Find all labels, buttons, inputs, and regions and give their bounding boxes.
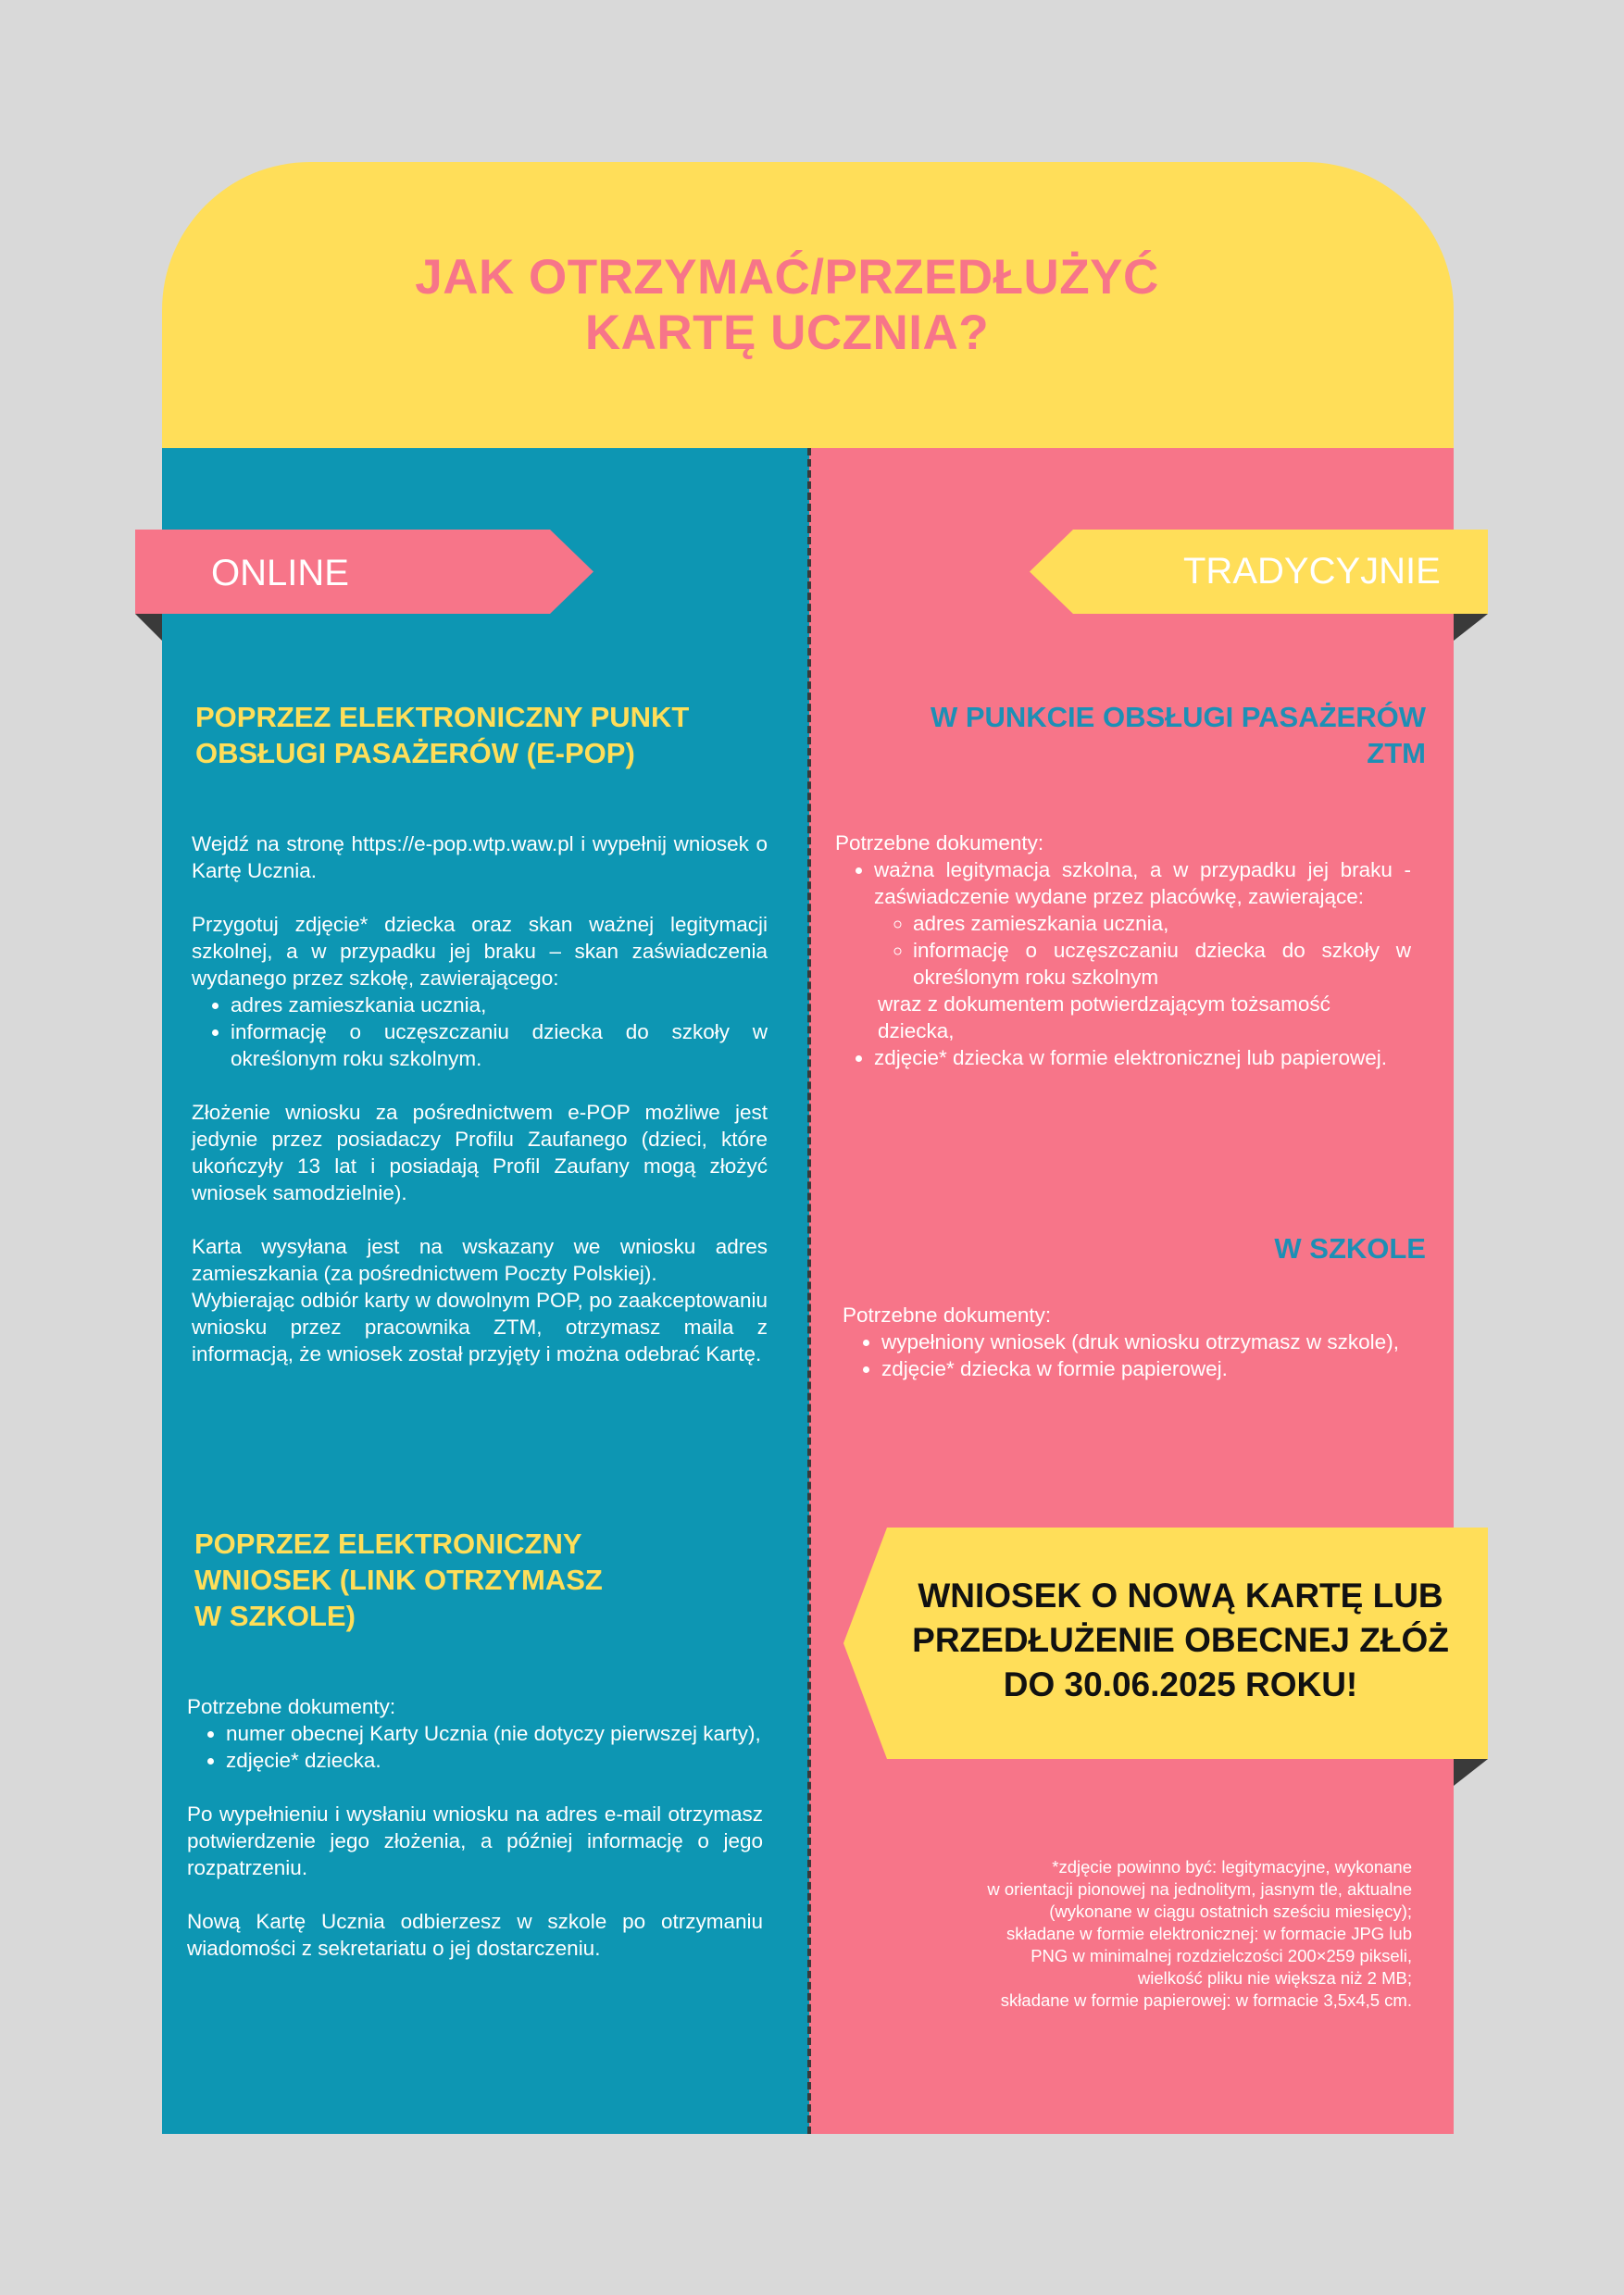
school-docs-label: Potrzebne dokumenty:	[843, 1303, 1052, 1327]
list-item: • wypełniony wniosek (druk wniosku otrzymasz w szkole),	[881, 1328, 1418, 1355]
school-bullet-list	[843, 1328, 1418, 1382]
list-item: ◦ adres zamieszkania ucznia,	[913, 910, 1411, 937]
column-divider	[807, 448, 811, 2134]
epop-paragraph-5: Wybierając odbiór karty w dowolnym POP, po zaakceptowaniu wniosku przez pracownika ZTM, otrzymasz maila z informacją, że wniosek został przyjęty i można odebrać Kartę.	[192, 1289, 768, 1366]
eform-heading	[194, 1526, 787, 1634]
epop-heading	[195, 699, 788, 771]
eform-body	[187, 1693, 763, 1962]
footnote-line: *zdjęcie powinno być: legitymacyjne, wykonane	[1052, 1857, 1412, 1877]
ztm-body	[835, 829, 1411, 1071]
epop-paragraph-1: Wejdź na stronę https://e-pop.wtp.waw.pl i wypełnij wniosek o Kartę Ucznia.	[192, 832, 768, 882]
ztm-heading	[833, 699, 1426, 771]
footnote-line: (wykonane w ciągu ostatnich sześciu miesięcy);	[1049, 1902, 1412, 1921]
deadline-line-3: DO 30.06.2025 ROKU!	[1003, 1665, 1358, 1703]
ztm-docs-label: Potrzebne dokumenty:	[835, 831, 1044, 854]
online-tab-fold	[135, 614, 162, 641]
ztm-heading-line-1: W PUNKCIE OBSŁUGI PASAŻERÓW	[930, 701, 1426, 733]
ztm-after-sub: wraz z dokumentem potwierdzającym tożsamość dziecka,	[878, 992, 1330, 1042]
title-line-2: KARTĘ UCZNIA?	[584, 306, 990, 360]
epop-bullet-list	[192, 992, 768, 1072]
school-heading: W SZKOLE	[1274, 1232, 1426, 1265]
deadline-line-1: WNIOSEK O NOWĄ KARTĘ LUB	[918, 1577, 1443, 1615]
ztm-sub-list	[874, 910, 1411, 991]
footnote-line: wielkość pliku nie większa niż 2 MB;	[1137, 1968, 1412, 1988]
eform-bullet-list	[187, 1720, 763, 1774]
deadline-line-2: PRZEDŁUŻENIE OBECNEJ ZŁÓŻ	[912, 1621, 1449, 1659]
footnote-line: składane w formie papierowej: w formacie 3,5x4,5 cm.	[1000, 1990, 1412, 2010]
online-tab-label: ONLINE	[211, 553, 349, 593]
online-tab	[135, 530, 593, 614]
eform-docs-label: Potrzebne dokumenty:	[187, 1695, 396, 1718]
footnote-line: w orientacji pionowej na jednolitym, jasnym tle, aktualne	[987, 1879, 1412, 1899]
list-item: • zdjęcie* dziecka.	[226, 1747, 763, 1774]
eform-heading-line-1: POPRZEZ ELEKTRONICZNY	[194, 1528, 582, 1560]
epop-paragraph-4: Karta wysyłana jest na wskazany we wniosku adres zamieszkania (za pośrednictwem Poczty Polskiej).	[192, 1235, 768, 1285]
deadline-text	[880, 1574, 1481, 1707]
eform-paragraph-2: Nową Kartę Ucznia odbierzesz w szkole po otrzymaniu wiadomości z sekretariatu o jej dostarczeniu.	[187, 1910, 763, 1960]
traditional-tab-label: TRADYCYJNIE	[1183, 551, 1441, 592]
list-item: • numer obecnej Karty Ucznia (nie dotyczy pierwszej karty),	[226, 1720, 763, 1747]
school-body	[843, 1302, 1418, 1382]
ztm-bullet-1: ważna legitymacja szkolna, a w przypadku jej braku - zaświadczenie wydane przez placówkę, zawierające:	[874, 858, 1411, 908]
eform-paragraph-1: Po wypełnieniu i wysłaniu wniosku na adres e-mail otrzymasz potwierdzenie jego złożenia, a później informację o jego rozpatrzeniu.	[187, 1802, 763, 1879]
title-line-1: JAK OTRZYMAĆ/PRZEDŁUŻYĆ	[415, 250, 1159, 305]
list-item: • informację o uczęszczaniu dziecka do szkoły w określonym roku szkolnym.	[231, 1018, 768, 1072]
list-item	[874, 856, 1411, 1044]
epop-paragraph-3: Złożenie wniosku za pośrednictwem e-POP możliwe jest jedynie przez posiadaczy Profilu Zaufanego (dzieci, które ukończyły 13 lat i posiadają Profil Zaufany mogą złożyć wniosek samodzielnie).	[192, 1101, 768, 1204]
page-title	[185, 250, 1389, 361]
list-item: ◦ informację o uczęszczaniu dziecka do szkoły w określonym roku szkolnym	[913, 937, 1411, 991]
photo-footnote	[870, 1856, 1412, 2012]
eform-heading-line-3: W SZKOLE)	[194, 1600, 356, 1632]
epop-body	[192, 830, 768, 1367]
footnote-line: PNG w minimalnej rozdzielczości 200×259 pikseli,	[1031, 1946, 1412, 1965]
ztm-bullet-list	[835, 856, 1411, 1071]
list-item: • adres zamieszkania ucznia,	[231, 992, 768, 1018]
footnote-line: składane w formie elektronicznej: w formacie JPG lub	[1006, 1924, 1412, 1943]
traditional-tab-fold	[1454, 614, 1488, 641]
epop-paragraph-2: Przygotuj zdjęcie* dziecka oraz skan ważnej legitymacji szkolnej, a w przypadku jej braku – skan zaświadczenia wydanego przez szkołę, zawierającego:	[192, 913, 768, 990]
epop-heading-line-2: OBSŁUGI PASAŻERÓW (E-POP)	[195, 737, 635, 769]
eform-heading-line-2: WNIOSEK (LINK OTRZYMASZ	[194, 1564, 603, 1596]
list-item: • zdjęcie* dziecka w formie papierowej.	[881, 1355, 1418, 1382]
ztm-heading-line-2: ZTM	[1367, 737, 1426, 769]
list-item: • zdjęcie* dziecka w formie elektronicznej lub papierowej.	[874, 1044, 1411, 1071]
deadline-callout-fold	[1454, 1759, 1488, 1786]
epop-heading-line-1: POPRZEZ ELEKTRONICZNY PUNKT	[195, 701, 690, 733]
